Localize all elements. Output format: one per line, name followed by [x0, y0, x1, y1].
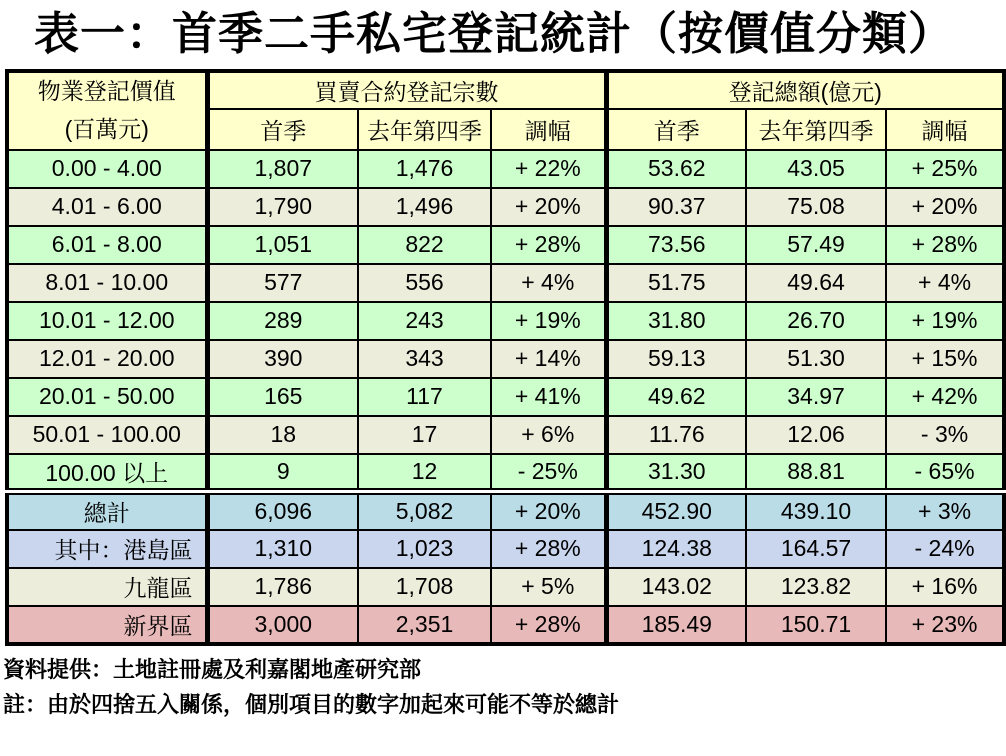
row-category-cell: 20.01 - 50.00 [7, 378, 207, 416]
subheader-amount-change: 調幅 [886, 109, 1004, 150]
data-cell: 88.81 [746, 454, 886, 492]
table-row [7, 340, 1004, 378]
data-cell: 1,476 [358, 150, 491, 188]
row-category-cell: 0.00 - 4.00 [7, 150, 207, 188]
data-cell: 3,000 [207, 606, 358, 644]
data-cell: 1,807 [207, 150, 358, 188]
page-title: 表一：首季二手私宅登記統計（按價值分類） [34, 8, 955, 59]
table-row [7, 416, 1004, 454]
table-footnotes [3, 654, 1006, 721]
data-cell: + 42% [886, 378, 1004, 416]
data-cell: - 3% [886, 416, 1004, 454]
data-cell: + 6% [491, 416, 606, 454]
data-cell: 452.90 [606, 492, 746, 530]
subheader-count-last-q4: 去年第四季 [358, 109, 491, 150]
subheader-amount-last-q4: 去年第四季 [746, 109, 886, 150]
data-cell: 1,790 [207, 188, 358, 226]
data-cell: 164.57 [746, 530, 886, 568]
table-row [7, 264, 1004, 302]
row-category-cell: 100.00 以上 [7, 454, 207, 492]
table-row [7, 188, 1004, 226]
data-cell: + 22% [491, 150, 606, 188]
data-cell: + 19% [491, 302, 606, 340]
data-cell: 12.06 [746, 416, 886, 454]
row-category-cell: 新界區 [7, 606, 207, 644]
data-cell: 556 [358, 264, 491, 302]
data-cell: + 28% [491, 226, 606, 264]
data-cell: 1,310 [207, 530, 358, 568]
data-cell: + 4% [491, 264, 606, 302]
data-cell: 31.30 [606, 454, 746, 492]
data-cell: 2,351 [358, 606, 491, 644]
row-category-cell: 4.01 - 6.00 [7, 188, 207, 226]
data-cell: 53.62 [606, 150, 746, 188]
data-cell: + 23% [886, 606, 1004, 644]
table-row [7, 226, 1004, 264]
data-cell: + 4% [886, 264, 1004, 302]
row-category-cell: 8.01 - 10.00 [7, 264, 207, 302]
data-cell: + 20% [491, 492, 606, 530]
data-cell: 51.30 [746, 340, 886, 378]
row-category-cell: 12.01 - 20.00 [7, 340, 207, 378]
data-cell: 822 [358, 226, 491, 264]
data-cell: 59.13 [606, 340, 746, 378]
data-cell: 6,096 [207, 492, 358, 530]
data-cell: 43.05 [746, 150, 886, 188]
data-cell: 577 [207, 264, 358, 302]
data-cell: 73.56 [606, 226, 746, 264]
subheader-count-q1: 首季 [207, 109, 358, 150]
data-cell: 51.75 [606, 264, 746, 302]
data-cell: + 3% [886, 492, 1004, 530]
header-property-value-line2: (百萬元) [64, 115, 149, 142]
table-header [7, 71, 1004, 150]
data-cell: + 16% [886, 568, 1004, 606]
data-cell: + 41% [491, 378, 606, 416]
row-category-cell: 其中：港島區 [7, 530, 207, 568]
data-cell: + 15% [886, 340, 1004, 378]
data-cell: - 24% [886, 530, 1004, 568]
data-cell: 75.08 [746, 188, 886, 226]
data-cell: 289 [207, 302, 358, 340]
header-group-contract-count: 買賣合約登記宗數 [207, 71, 606, 109]
data-cell: 18 [207, 416, 358, 454]
data-cell: 31.80 [606, 302, 746, 340]
subheader-amount-q1: 首季 [606, 109, 746, 150]
table-row [7, 378, 1004, 416]
data-cell: 11.76 [606, 416, 746, 454]
data-cell: + 5% [491, 568, 606, 606]
data-cell: 343 [358, 340, 491, 378]
table-body [7, 150, 1004, 644]
data-cell: 185.49 [606, 606, 746, 644]
data-cell: 26.70 [746, 302, 886, 340]
data-cell: 1,051 [207, 226, 358, 264]
data-cell: + 25% [886, 150, 1004, 188]
table-row [7, 492, 1004, 530]
header-property-value-line1: 物業登記價值 [37, 77, 176, 104]
data-cell: 1,496 [358, 188, 491, 226]
header-property-value [7, 71, 207, 150]
data-cell: 5,082 [358, 492, 491, 530]
row-category-cell: 九龍區 [7, 568, 207, 606]
data-cell: 390 [207, 340, 358, 378]
data-cell: 165 [207, 378, 358, 416]
rounding-note: 註：由於四捨五入關係，個別項目的數字加起來可能不等於總計 [3, 691, 620, 717]
data-cell: 150.71 [746, 606, 886, 644]
data-cell: 1,708 [358, 568, 491, 606]
data-cell: 143.02 [606, 568, 746, 606]
data-cell: 243 [358, 302, 491, 340]
row-category-cell: 50.01 - 100.00 [7, 416, 207, 454]
data-cell: 57.49 [746, 226, 886, 264]
data-cell: 124.38 [606, 530, 746, 568]
data-cell: - 25% [491, 454, 606, 492]
subheader-count-change: 調幅 [491, 109, 606, 150]
data-cell: 9 [207, 454, 358, 492]
table-row [7, 530, 1004, 568]
data-cell: + 20% [491, 188, 606, 226]
data-cell: 439.10 [746, 492, 886, 530]
data-cell: 12 [358, 454, 491, 492]
row-category-cell: 10.01 - 12.00 [7, 302, 207, 340]
data-cell: 123.82 [746, 568, 886, 606]
data-cell: 34.97 [746, 378, 886, 416]
table-row [7, 454, 1004, 492]
data-cell: + 28% [886, 226, 1004, 264]
data-cell: 1,786 [207, 568, 358, 606]
statistics-table [5, 69, 1006, 646]
table-row [7, 302, 1004, 340]
header-group-row [7, 71, 1004, 109]
data-cell: + 28% [491, 530, 606, 568]
data-cell: 1,023 [358, 530, 491, 568]
table-row [7, 150, 1004, 188]
data-cell: 17 [358, 416, 491, 454]
table-row [7, 568, 1004, 606]
table-row [7, 606, 1004, 644]
data-cell: 90.37 [606, 188, 746, 226]
data-cell: + 14% [491, 340, 606, 378]
data-cell: + 19% [886, 302, 1004, 340]
row-category-cell: 總計 [7, 492, 207, 530]
data-cell: 49.62 [606, 378, 746, 416]
row-category-cell: 6.01 - 8.00 [7, 226, 207, 264]
data-cell: 49.64 [746, 264, 886, 302]
source-note: 資料提供：土地註冊處及利嘉閣地產研究部 [3, 656, 422, 682]
page [0, 8, 1006, 756]
data-cell: + 20% [886, 188, 1004, 226]
data-cell: 117 [358, 378, 491, 416]
header-group-total-amount: 登記總額(億元) [606, 71, 1004, 109]
data-cell: - 65% [886, 454, 1004, 492]
data-cell: + 28% [491, 606, 606, 644]
